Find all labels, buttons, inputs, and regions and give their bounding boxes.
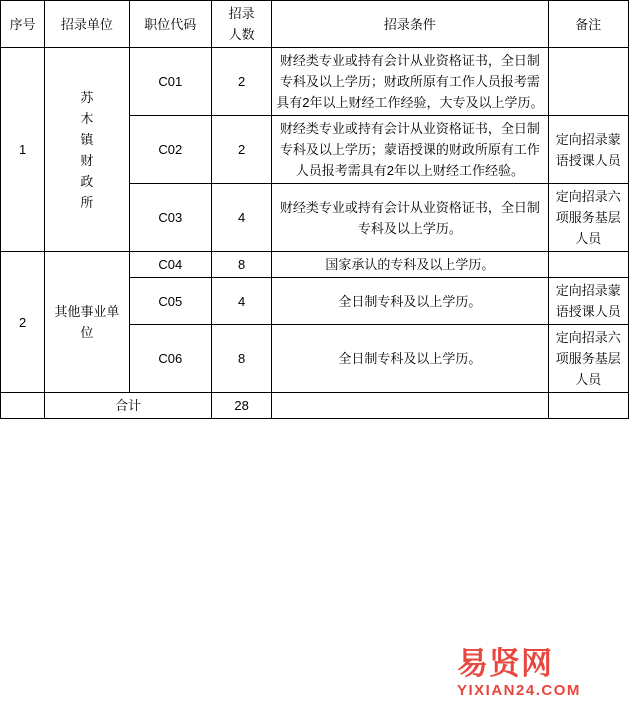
watermark-text: 易贤网 [457, 646, 553, 682]
unit-char: 财 [80, 152, 94, 168]
recruit-count: 4 [211, 184, 271, 252]
recruit-condition: 财经类专业或持有会计从业资格证书，全日制专科及以上学历。 [272, 184, 548, 252]
position-code: C05 [129, 278, 211, 325]
header-count-line2: 人数 [228, 27, 255, 42]
recruit-count: 2 [211, 116, 271, 184]
header-count-line1: 招录 [228, 6, 255, 21]
recruit-count: 8 [211, 325, 271, 393]
remark: 定向招录六项服务基层人员 [548, 325, 628, 393]
unit-char: 木 [80, 110, 94, 126]
recruit-count: 2 [211, 48, 271, 116]
header-cell-condition: 招录条件 [272, 1, 548, 48]
header-cell-no: 序号 [1, 1, 45, 48]
recruit-condition: 财经类专业或持有会计从业资格证书，全日制专科及以上学历；财政所原有工作人员报考需具有2年以上财经工作经验，大专及以上学历。 [272, 48, 548, 116]
row-number: 2 [1, 252, 45, 393]
position-code: C04 [129, 252, 211, 278]
position-code: C01 [129, 48, 211, 116]
unit-char: 所 [80, 194, 94, 210]
remark: 定向招录蒙语授课人员 [548, 116, 628, 184]
total-remark [548, 393, 628, 419]
table-row [1, 252, 629, 278]
unit-vertical-text [49, 87, 124, 213]
watermark [457, 647, 622, 711]
recruiting-unit: 其他事业单位 [45, 252, 129, 393]
recruit-condition: 全日制专科及以上学历。 [272, 325, 548, 393]
header-cell-count [211, 1, 271, 48]
recruit-count: 8 [211, 252, 271, 278]
watermark-subtext: YIXIAN24.COM [457, 682, 581, 699]
header-cell-unit: 招录单位 [45, 1, 129, 48]
row-number: 1 [1, 48, 45, 252]
position-code: C06 [129, 325, 211, 393]
recruiting-unit [45, 48, 129, 252]
remark [548, 48, 628, 116]
table-row [1, 48, 629, 116]
unit-char: 镇 [80, 131, 94, 147]
position-code: C02 [129, 116, 211, 184]
total-count: 28 [211, 393, 271, 419]
remark: 定向招录六项服务基层人员 [548, 184, 628, 252]
unit-char: 苏 [80, 89, 94, 105]
header-cell-note: 备注 [548, 1, 628, 48]
header-cell-code: 职位代码 [129, 1, 211, 48]
recruit-condition: 财经类专业或持有会计从业资格证书，全日制专科及以上学历；蒙语授课的财政所原有工作人员报考需具有2年以上财经工作经验。 [272, 116, 548, 184]
total-condition [272, 393, 548, 419]
total-label: 合计 [45, 393, 212, 419]
remark [548, 252, 628, 278]
table-header-row [1, 1, 629, 48]
recruit-count: 4 [211, 278, 271, 325]
recruit-condition: 全日制专科及以上学历。 [272, 278, 548, 325]
unit-char: 政 [80, 173, 94, 189]
total-empty-cell [1, 393, 45, 419]
position-code: C03 [129, 184, 211, 252]
recruit-condition: 国家承认的专科及以上学历。 [272, 252, 548, 278]
remark: 定向招录蒙语授课人员 [548, 278, 628, 325]
table-total-row [1, 393, 629, 419]
